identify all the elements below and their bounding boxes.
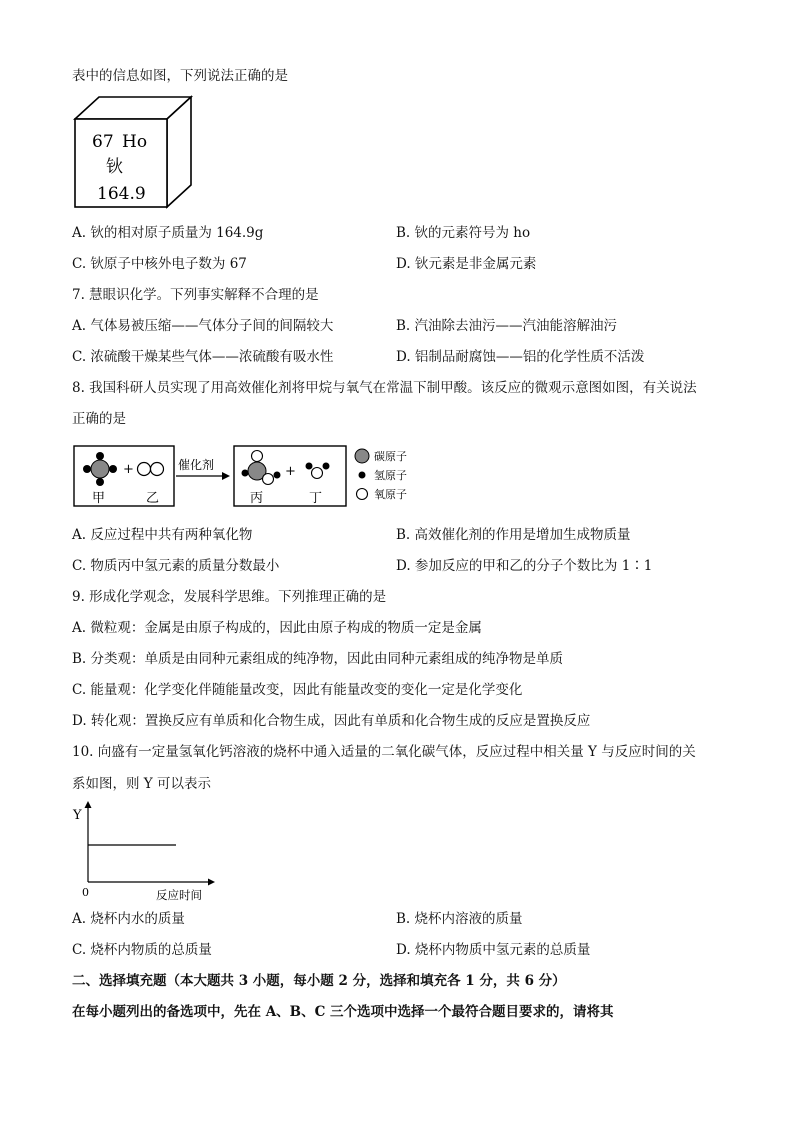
q9-option-d: D. 转化观：置换反应有单质和化合物生成，因此有单质和化合物生成的反应是置换反应 xyxy=(72,713,591,729)
legend-hydrogen: 氢原子 xyxy=(374,469,407,482)
q10-stem-line2: 系如图，则 Y 可以表示 xyxy=(72,776,211,792)
element-card xyxy=(70,95,196,213)
q9-option-c: C. 能量观：化学变化伴随能量改变，因此有能量改变的变化一定是化学变化 xyxy=(72,682,523,698)
q6-intro: 表中的信息如图，下列说法正确的是 xyxy=(72,68,288,84)
element-symbol: Ho xyxy=(122,132,148,152)
q7-option-d: D. 铝制品耐腐蚀——铝的化学性质不活泼 xyxy=(396,349,645,365)
q7-option-a: A. 气体易被压缩——气体分子间的间隔较大 xyxy=(72,318,334,334)
q7-option-b: B. 汽油除去油污——汽油能溶解油污 xyxy=(396,318,618,334)
svg-text:+: + xyxy=(285,464,296,479)
q10-option-b: B. 烧杯内溶液的质量 xyxy=(396,911,523,927)
q7-stem: 7. 慧眼识化学。下列事实解释不合理的是 xyxy=(72,287,319,303)
section-2-title: 二、选择填充题（本大题共 3 小题，每小题 2 分，选择和填充各 1 分，共 6 分） xyxy=(72,973,566,989)
q7-option-c: C. 浓硫酸干燥某些气体——浓硫酸有吸水性 xyxy=(72,349,334,365)
section-2-instruction: 在每小题列出的备选项中，先在 A、B、C 三个选项中选择一个最符合题目要求的，请将其 xyxy=(72,1004,614,1020)
label-yi: 乙 xyxy=(146,491,160,506)
q8-option-c: C. 物质丙中氢元素的质量分数最小 xyxy=(72,558,280,574)
q6-option-c: C. 钬原子中核外电子数为 67 xyxy=(72,256,247,272)
y-time-graph xyxy=(70,800,220,902)
q8-option-b: B. 高效催化剂的作用是增加生成物质量 xyxy=(396,527,631,543)
q10-option-d: D. 烧杯内物质中氢元素的总质量 xyxy=(396,942,591,958)
svg-text:+: + xyxy=(123,462,134,477)
q9-option-b: B. 分类观：单质是由同种元素组成的纯净物，因此由同种元素组成的纯净物是单质 xyxy=(72,651,564,667)
label-jia: 甲 xyxy=(92,491,106,506)
q10-stem-line1: 10. 向盛有一定量氢氧化钙溶液的烧杯中通入适量的二氧化碳气体，反应过程中相关量 Y 与反应时间的关 xyxy=(72,744,696,760)
element-mass: 164.9 xyxy=(97,184,146,204)
catalyst-label: 催化剂 xyxy=(178,458,215,472)
x-axis-label: 反应时间 xyxy=(156,888,202,902)
q8-option-d: D. 参加反应的甲和乙的分子个数比为 1∶1 xyxy=(396,558,653,574)
q6-option-b: B. 钬的元素符号为 ho xyxy=(396,225,531,241)
element-name: 钬 xyxy=(106,157,123,177)
y-axis-label: Y xyxy=(73,808,82,823)
q8-stem-line1: 8. 我国科研人员实现了用高效催化剂将甲烷与氧气在常温下制甲酸。该反应的微观示意图如图，有关说法 xyxy=(72,380,697,396)
element-number: 67 xyxy=(92,132,114,152)
q6-option-a: A. 钬的相对原子质量为 164.9g xyxy=(72,225,264,241)
q9-stem: 9. 形成化学观念，发展科学思维。下列推理正确的是 xyxy=(72,589,387,605)
q8-option-a: A. 反应过程中共有两种氧化物 xyxy=(72,527,253,543)
label-ding: 丁 xyxy=(309,491,323,506)
q10-option-c: C. 烧杯内物质的总质量 xyxy=(72,942,212,958)
legend-carbon: 碳原子 xyxy=(374,450,407,463)
label-bing: 丙 xyxy=(250,491,264,506)
legend-oxygen: 氧原子 xyxy=(374,488,407,501)
origin-label: 0 xyxy=(82,886,89,899)
reaction-diagram xyxy=(70,442,430,512)
legend xyxy=(355,449,407,501)
q8-stem-line2: 正确的是 xyxy=(72,411,126,427)
q6-option-d: D. 钬元素是非金属元素 xyxy=(396,256,537,272)
q10-option-a: A. 烧杯内水的质量 xyxy=(72,911,185,927)
q9-option-a: A. 微粒观：金属是由原子构成的，因此由原子构成的物质一定是金属 xyxy=(72,620,482,636)
